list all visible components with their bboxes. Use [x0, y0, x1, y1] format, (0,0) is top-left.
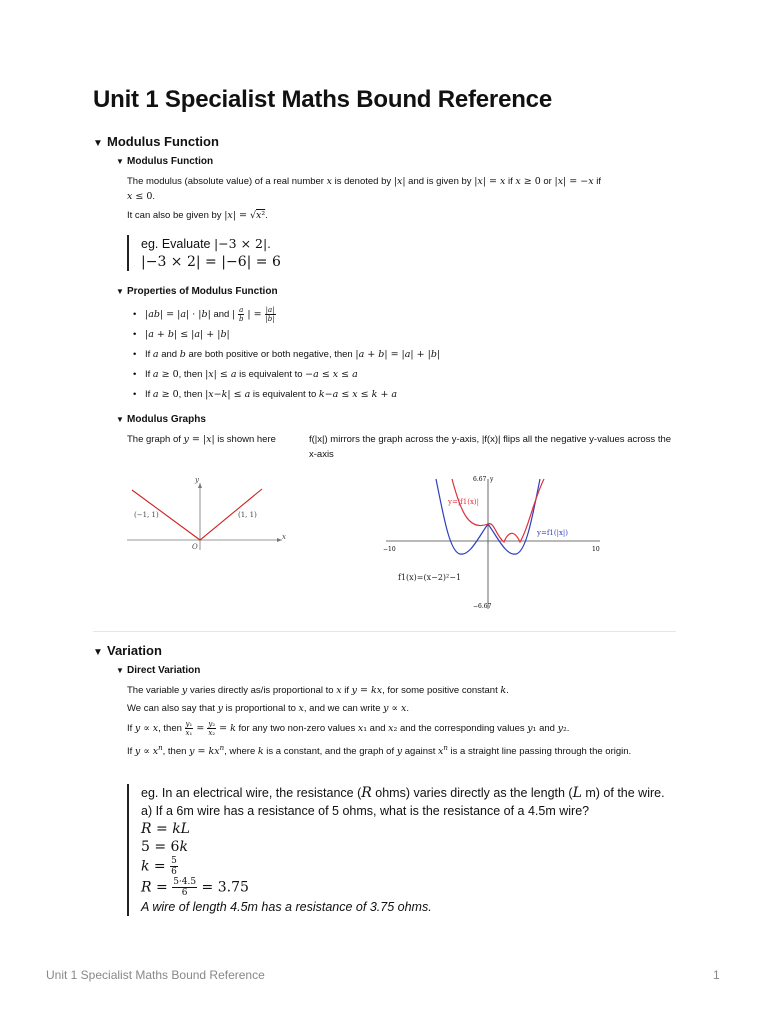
section-heading: Variation [107, 643, 162, 658]
section-toggle-variation[interactable] [93, 643, 162, 658]
abs-f-of-x-curve [452, 479, 544, 542]
graphs-left-caption: The graph of y = |x| is shown here [127, 434, 276, 445]
list-item: • If a and b are both positive or both negative, then |a + b| = |a| + |b| [131, 345, 440, 365]
section-divider [93, 631, 676, 632]
subsection-toggle-modulus-function[interactable] [116, 156, 213, 167]
list-item: • If a ≥ 0, then |x| ≤ a is equivalent to −a ≤ x ≤ a [131, 365, 440, 385]
abs-value-graph [122, 475, 292, 555]
subsection-toggle-direct-variation[interactable] [116, 665, 200, 676]
subsection-toggle-graphs[interactable] [116, 414, 206, 425]
page-number: 1 [713, 968, 720, 982]
example-evaluate: eg. Evaluate |−3 × 2|. |−3 × 2| = |−6| = 6 [127, 235, 281, 271]
subsection-heading: Direct Variation [127, 665, 201, 676]
section-heading: Modulus Function [107, 134, 219, 149]
f-abs-label: y=f1(|x|) [537, 529, 568, 537]
example-resistance: eg. In an electrical wire, the resistance (R ohms) varies directly as the length (L m) of the wire. a) If a 6m wire has a resistance of 5 ohms, what is the resistance of a 4.5m wire? R = kL 5 = 6k k = $\frac{5}{6}$ R = $\frac{5\cdot 4.5}{6}$ = 3.75 A wire of length 4.5m has a resistance of 3.75 ohms. [127, 784, 671, 916]
x-min-label: −10 [383, 546, 396, 553]
modulus-definition: The modulus (absolute value) of a real number x is denoted by |x| and is given by |x| = x if x ≥ 0 or |x| = −x if x ≤ 0. [127, 176, 601, 202]
list-item: • If a ≥ 0, then |x−k| ≤ a is equivalent to k−a ≤ x ≤ k + a [131, 385, 440, 405]
modulus-sqrt-definition: It can also be given by |x| = √x². [127, 210, 268, 221]
footer-title: Unit 1 Specialist Maths Bound Reference [46, 968, 265, 982]
properties-list [131, 305, 440, 405]
subsection-heading: Modulus Graphs [127, 414, 206, 425]
collapse-triangle-icon[interactable]: ▼ [116, 287, 124, 296]
collapse-triangle-icon[interactable]: ▼ [93, 138, 103, 149]
collapse-triangle-icon[interactable]: ▼ [116, 415, 124, 424]
collapse-triangle-icon[interactable]: ▼ [93, 647, 103, 658]
point-label-right: (1, 1) [238, 511, 257, 519]
graphs-right-caption: f(|x|) mirrors the graph across the y-axis, |f(x)| flips all the negative y-values across the x-axis [309, 434, 672, 460]
y-max-label: 6.67 [473, 476, 487, 483]
function-definition: f1(x)=(x−2)²−1 [398, 573, 462, 582]
y-axis-label: y [195, 476, 199, 484]
collapse-triangle-icon[interactable]: ▼ [116, 666, 124, 675]
collapse-triangle-icon[interactable]: ▼ [116, 157, 124, 166]
transform-graph [378, 474, 608, 614]
subsection-toggle-properties[interactable] [116, 286, 278, 297]
point-label-left: (−1, 1) [134, 511, 159, 519]
x-max-label: 10 [592, 546, 600, 553]
list-item: • |ab| = |a| · |b| and | $\frac{a}{b}$ | = $\frac{|a|}{|b|}$ [131, 305, 440, 325]
variation-line-3: If y ∝ x, then $\frac{\text{y₁}}{\text{x₁}}$ = $\frac{\text{y₂}}{\text{x₂}}$ = k for any two non-zero values x₁ and x₂ and the corresponding values y₁ and y₂. [127, 720, 570, 737]
variation-line-4: If $y \propto x^n$, then $y = kx^n$, where k is a constant, and the graph of y against $x^n$ is a straight line passing through the origin. [127, 744, 632, 758]
list-item: • |a + b| ≤ |a| + |b| [131, 325, 440, 345]
page-title: Unit 1 Specialist Maths Bound Reference [93, 86, 552, 113]
abs-f-label: y=|f1(x)| [448, 498, 479, 506]
variation-line-2: We can also say that y is proportional to x, and we can write y ∝ x. [127, 703, 409, 714]
x-axis-label: x [282, 533, 286, 541]
section-toggle-modulus[interactable] [93, 134, 219, 149]
variation-line-1: The variable y varies directly as/is proportional to x if y = kx, for some positive constant k. [127, 685, 509, 696]
subsection-heading: Modulus Function [127, 156, 214, 167]
y-axis-label: y [490, 476, 494, 483]
origin-label: O [192, 543, 198, 551]
y-min-label: −6.67 [473, 603, 492, 610]
subsection-heading: Properties of Modulus Function [127, 286, 278, 297]
